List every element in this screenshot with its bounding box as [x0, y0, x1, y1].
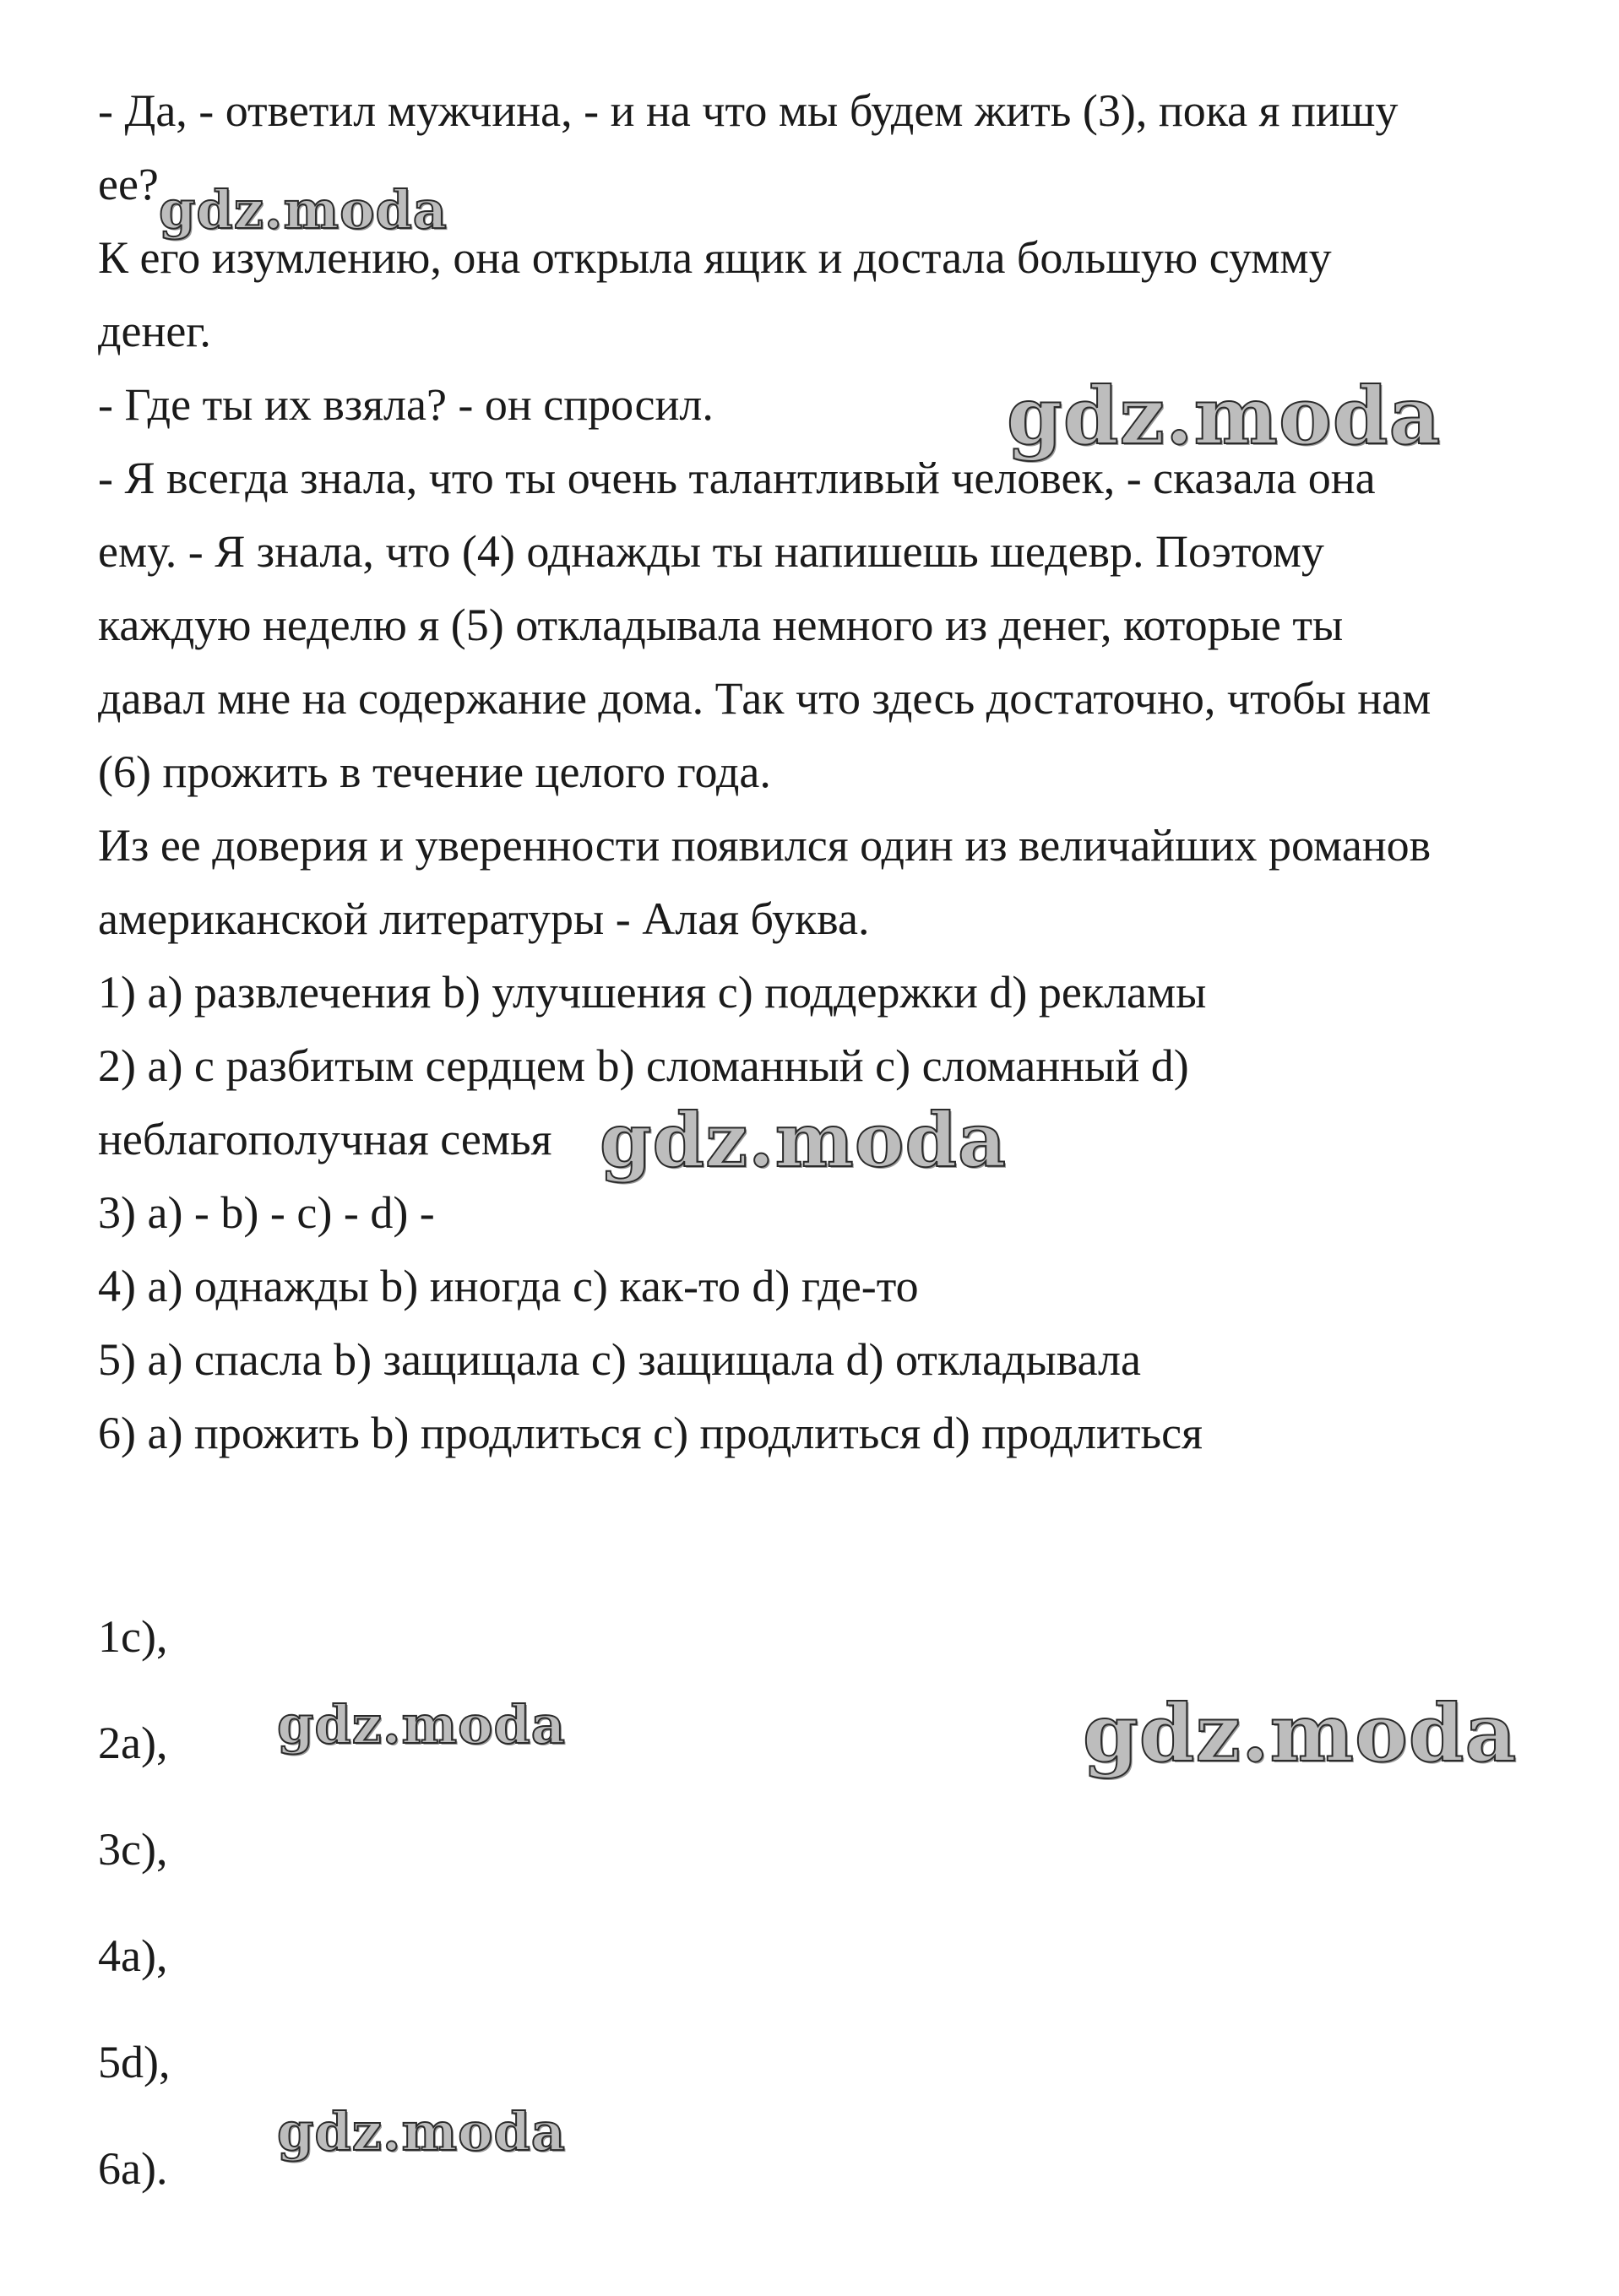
answer-item: 5d),	[98, 2037, 171, 2087]
watermark-logo: gdz.moda	[159, 179, 448, 241]
option-line: 2) a) с разбитым сердцем b) сломанный c) сломанный d)	[98, 1040, 1189, 1091]
option-line: неблагополучная семья	[98, 1114, 552, 1164]
answer-list	[98, 1611, 170, 2250]
answer-item: 2a),	[98, 1718, 168, 1768]
story-line: каждую неделю я (5) откладывала немного из денег, которые ты	[98, 600, 1344, 650]
story-line: ему. - Я знала, что (4) однажды ты напишешь шедевр. Поэтому	[98, 526, 1324, 577]
option-line: 5) a) спасла b) защищала c) защищала d) откладывала	[98, 1334, 1141, 1385]
answer-item: 6a).	[98, 2143, 168, 2194]
option-line: 1) a) развлечения b) улучшения c) поддержки d) рекламы	[98, 967, 1207, 1018]
answer-item: 1c),	[98, 1611, 168, 1662]
watermark-logo: gdz.moda	[277, 1694, 566, 1756]
story-line: американской литературы - Алая буква.	[98, 893, 870, 944]
story-line: - Да, - ответил мужчина, - и на что мы будем жить (3), пока я пишу	[98, 85, 1399, 136]
watermark-logo: gdz.moda	[277, 2101, 566, 2163]
story-line: Из ее доверия и уверенности появился один из величайших романов	[98, 820, 1432, 871]
answer-item: 4a),	[98, 1930, 168, 1981]
story-line: (6) прожить в течение целого года.	[98, 746, 771, 797]
option-line: 4) a) однажды b) иногда c) как-то d) где-то	[98, 1261, 919, 1311]
story-line: К его изумлению, она открыла ящик и достала большую сумму	[98, 232, 1332, 283]
story-line: ее?	[98, 159, 159, 209]
answer-item: 3c),	[98, 1824, 168, 1875]
watermark-logo: gdz.moda	[1007, 370, 1442, 463]
watermark-logo: gdz.moda	[600, 1096, 1008, 1184]
story-line: давал мне на содержание дома. Так что здесь достаточно, чтобы нам	[98, 673, 1432, 724]
exercise-text	[98, 74, 1551, 1470]
story-line: - Где ты их взяла? - он спросил.	[98, 379, 714, 430]
story-line: - Я всегда знала, что ты очень талантливый человек, - сказала она	[98, 453, 1376, 503]
watermark-logo: gdz.moda	[1083, 1687, 1518, 1780]
story-line: денег.	[98, 306, 211, 356]
option-line: 3) a) - b) - c) - d) -	[98, 1187, 435, 1238]
option-line: 6) a) прожить b) продлиться c) продлиться d) продлиться	[98, 1408, 1203, 1458]
